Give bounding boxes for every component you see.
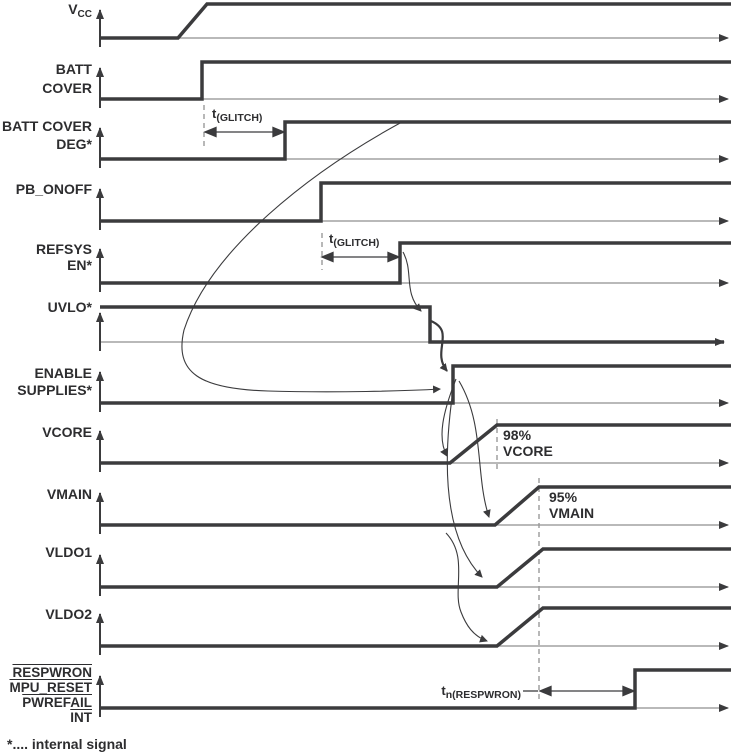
t-glitch2-main: t [329, 231, 334, 246]
vldo2-text: VLDO2 [45, 606, 92, 622]
t-respwron-label [390, 682, 521, 700]
int-text: $\overline{INT}$ [70, 710, 92, 725]
signal-label-batt-cover [0, 60, 92, 98]
vmain-waveform [100, 487, 731, 525]
batt-cover-waveform [100, 62, 731, 99]
signal-label-pb-onoff [0, 181, 92, 198]
vcc-waveform [100, 4, 731, 38]
t-glitch2-sub: (GLITCH) [333, 237, 380, 249]
vcore-text: VCORE [42, 424, 92, 440]
measure-arrows [205, 128, 634, 696]
signal-label-respwron-group [0, 665, 92, 725]
vldo1-waveform [100, 549, 731, 587]
signal-traces [100, 4, 731, 708]
uvlo-text: UVLO* [47, 299, 92, 315]
signal-label-uvlo [0, 299, 92, 316]
vcc-sub-text: CC [77, 9, 92, 20]
vcore-waveform [100, 425, 731, 463]
signal-label-vldo2 [0, 606, 92, 623]
arrow-uvlo-to-enable [431, 321, 447, 371]
signal-label-vcc [0, 1, 92, 20]
respwron-text: RESPWRON [12, 665, 92, 680]
t-glitch1-label [212, 105, 262, 123]
signal-label-vcore [0, 424, 92, 441]
enable-line1: ENABLE [34, 365, 92, 381]
refsys-line2: EN* [67, 257, 92, 273]
vmain-95pct-name: VMAIN [549, 505, 595, 521]
causality-arrows [182, 122, 489, 641]
t-respwron-arrow-left [540, 687, 551, 696]
t-glitch1-main: t [212, 106, 217, 121]
batt-cover-deg-line2: DEG* [56, 136, 92, 152]
refsys-en-waveform [100, 243, 731, 283]
t-glitch2-arrow-right [388, 253, 399, 262]
batt-cover-line2: COVER [42, 80, 92, 96]
enable-line2: SUPPLIES* [17, 382, 92, 398]
signal-label-vmain [0, 486, 92, 503]
batt-cover-deg-waveform [100, 122, 731, 159]
vcore-98pct-text: 98% [503, 427, 532, 443]
arrow-refsys-to-uvlo [403, 252, 421, 311]
t-respwron-arrow-right [623, 687, 634, 696]
t-glitch2-arrow-left [322, 253, 333, 262]
pb-onoff-text: PB_ONOFF [15, 181, 92, 197]
arrow-to-vldo1 [447, 384, 482, 577]
batt-cover-line1: BATT [55, 61, 92, 77]
t-respwron-sub: n(RESPWRON) [445, 689, 521, 701]
t-glitch2-label [329, 230, 379, 248]
signal-label-vldo1 [0, 544, 92, 561]
signal-label-enable-supplies [0, 365, 92, 399]
vcore-threshold-label [503, 427, 553, 459]
t-glitch1-arrow-left [205, 128, 216, 137]
pb-onoff-waveform [100, 183, 731, 221]
vmain-95pct-text: 95% [549, 489, 578, 505]
refsys-line1: REFSYS [35, 241, 92, 257]
enable-supplies-waveform [100, 366, 731, 403]
batt-cover-deg-line1: BATT COVER [2, 118, 92, 134]
uvlo-waveform [100, 307, 724, 342]
internal-signal-footnote: *.... internal signal [7, 736, 127, 752]
signal-label-batt-cover-deg [0, 117, 92, 153]
arrow-to-vmain [459, 381, 489, 517]
vcore-98pct-name: VCORE [503, 443, 553, 459]
vmain-text: VMAIN [46, 486, 92, 502]
t-respwron-main: t [441, 683, 446, 698]
pwrefail-text: PWREFAIL [22, 695, 92, 710]
vldo2-waveform [100, 608, 731, 646]
signal-label-refsys-en [0, 241, 92, 273]
t-glitch1-arrow-right [273, 128, 284, 137]
vcc-main-text: V [68, 1, 78, 17]
vmain-threshold-label [549, 489, 594, 521]
t-glitch1-sub: (GLITCH) [216, 112, 263, 124]
vldo1-text: VLDO1 [45, 544, 92, 560]
mpu-reset-text: MPU_RESET [9, 680, 92, 695]
